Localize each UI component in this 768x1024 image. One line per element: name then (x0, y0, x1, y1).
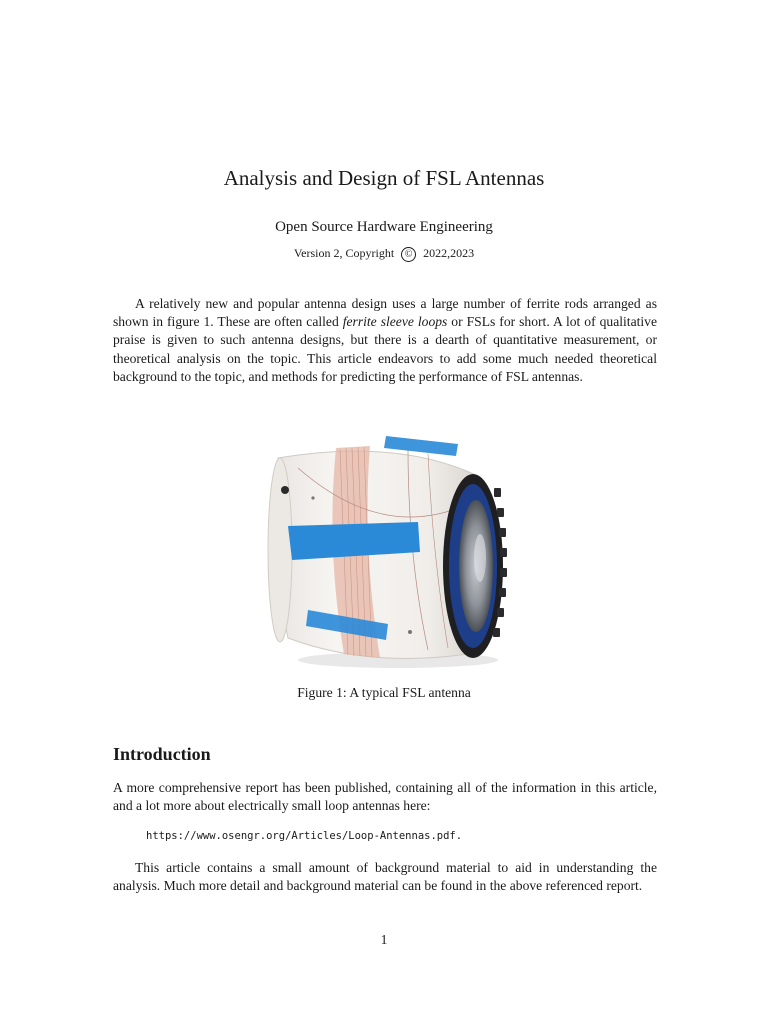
version-line (0, 246, 768, 262)
page-number: 1 (380, 932, 388, 947)
abstract-text-2: or FSLs for short. A lot of qualitative praise is given to such antenna designs, but there is a dearth of quantitative measurement, or theoretical analysis on the topic. This article endeavors to add some much needed theoretical background to the topic, and methods for predicting the performance of FSL antennas. (113, 314, 657, 384)
copyright-years: 2022,2023 (423, 246, 475, 260)
introduction-paragraph-2: This article contains a small amount of background material to aid in understanding the analysis. Much more detail and background material can be found in the above referenced report. (113, 860, 657, 894)
section-heading-introduction: Introduction (113, 744, 211, 764)
fsl-antenna-figure (258, 418, 518, 670)
paper-title: Analysis and Design of FSL Antennas (223, 166, 545, 190)
report-url-link[interactable]: https://www.osengr.org/Articles/Loop-Antennas.pdf. (146, 830, 463, 842)
abstract-paragraph (113, 295, 657, 386)
abstract-emphasis: ferrite sleeve loops (342, 314, 448, 330)
introduction-paragraph-1: A more comprehensive report has been published, containing all of the information in this article, and a lot more about electrically small loop antennas here: (113, 780, 657, 814)
figure-caption: Figure 1: A typical FSL antenna (297, 685, 471, 700)
paper-author: Open Source Hardware Engineering (275, 219, 493, 235)
copyright-symbol: © (401, 247, 416, 262)
abstract-text-1: A relatively new and popular antenna design uses a large number of ferrite rods arranged as shown in figure 1. These are often called (113, 296, 657, 330)
version-prefix: Version 2, Copyright (293, 246, 395, 260)
